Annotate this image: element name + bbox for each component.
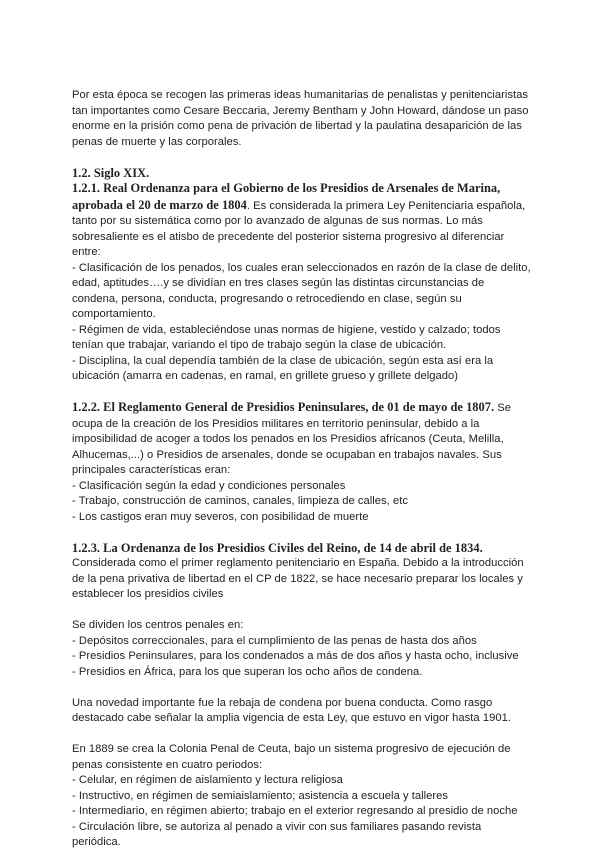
periods-list [72,773,532,851]
list-item: - Los castigos eran muy severos, con posibilidad de muerte [72,510,369,523]
section-1-2-1-title: 1.2.1. Real Ordenanza para el Gobierno de los Presidios de Arsenales de Marina, aprobada el 20 de marzo de 1804 [72,181,501,212]
spacer [72,603,532,619]
section-heading: 1.2. Siglo XIX. [72,165,150,180]
section-1-2-3-body: Considerada como el primer reglamento penitenciario en España. Debido a la introducción de la pena privativa de libertad en el CP de 1822, se hace necesario preparar los locales y establecer los presidios civiles [72,557,524,600]
section-1-2-2-paragraph [72,400,532,479]
list-item: - Trabajo, construcción de caminos, canales, limpieza de calles, etc [72,495,408,507]
list-item: - Instructivo, en régimen de semiaislamiento; asistencia a escuela y talleres [72,789,449,802]
section-1-2-2-list [72,479,532,526]
list-item: - Clasificación según la edad y condiciones personales [72,479,346,492]
spacer [72,385,532,401]
novelty-paragraph: Una novedad importante fue la rebaja de condena por buena conducta. Como rasgo destacado cabe señalar la amplia vigencia de esta Ley, que estuvo en vigor hasta 1901. [72,696,511,724]
section-1-2-2-body: Se ocupa de la creación de los Presidios militares en territorio peninsular, debido a la imposibilidad de acoger a todos los penados en los Presidios africanos (Ceuta, Melilla, Alhucemas,...) o Presidios de arsenales, donde se ocupaban en trabajos navales. Sus principales características eran: [72,402,512,476]
list-item: - Presidios en África, para los que superan los ocho años de condena. [72,665,423,678]
list-item: - Disciplina, la cual dependía también de la clase de ubicación, según esta así era la ubicación (amarra en cadenas, en ramal, en grillete grueso y grillete delgado) [72,354,494,382]
section-1-2-1-paragraph [72,181,532,261]
divide-intro: Se dividen los centros penales en: [72,619,244,631]
spacer [72,727,532,743]
ceuta-intro: En 1889 se crea la Colonia Penal de Ceuta, bajo un sistema progresivo de ejecución de penas consistente en cuatro periodos: [72,743,511,771]
section-1-2-1-list [72,261,532,385]
spacer [72,525,532,541]
list-item: - Intermediario, en régimen abierto; trabajo en el exterior regresando al presidio de noche [72,805,518,817]
section-1-2-2-title: 1.2.2. El Reglamento General de Presidios Peninsulares, de 01 de mayo de 1807. [72,400,495,414]
penal-centers-list [72,634,532,681]
section-1-2-3-title: 1.2.3. La Ordenanza de los Presidios Civiles del Reino, de 14 de abril de 1834. [72,540,483,555]
list-item: - Celular, en régimen de aislamiento y lectura religiosa [72,774,343,786]
list-item: - Régimen de vida, estableciéndose unas normas de higiene, vestido y calzado; todos tenían que trabajar, variando el tipo de trabajo según la clase de ubicación. [72,323,501,351]
spacer [72,150,532,166]
intro-paragraph: Por esta época se recogen las primeras ideas humanitarias de penalistas y penitenciaristas tan importantes como Cesare Beccaria, Jeremy Bentham y John Howard, dándose un paso enorme en la prisión como pena de privación de libertad y la paulatina desaparición de las penas de muerte y las corporales. [72,89,529,148]
section-1-2-1-body: . Es considerada la primera Ley Penitenciaria española, tanto por su sistemática como por lo avanzado de algunas de sus normas. Lo más sobresaliente es el atisbo de precedente del posterior sistema progresivo al diferenciar entre: [72,199,526,258]
list-item: - Depósitos correccionales, para el cumplimiento de las penas de hasta dos años [72,634,477,647]
list-item: - Presidios Peninsulares, para los condenados a más de dos años y hasta ocho, inclusive [72,650,519,662]
spacer [72,680,532,696]
document-page [72,88,532,851]
list-item: - Circulación libre, se autoriza al penado a vivir con sus familiares pasando revista periódica. [72,820,482,848]
list-item: - Clasificación de los penados, los cuales eran seleccionados en razón de la clase de delito, edad, aptitudes….y se dividían en tres clases según las distintas circunstancias de condena, persona, conducta, progresando o retrocediendo en clase, según su comportamiento. [72,261,531,320]
